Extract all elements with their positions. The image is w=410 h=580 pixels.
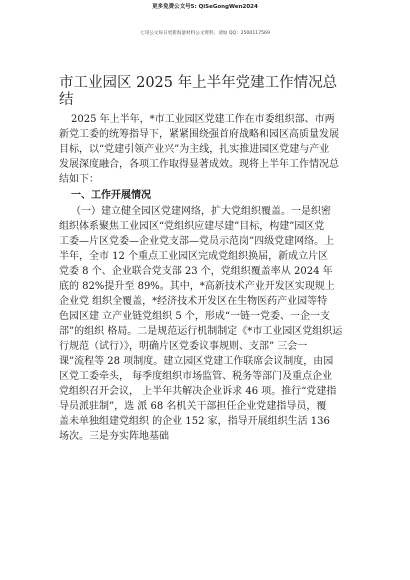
body-line: 行规范（试行）》，明确片区党委议事规则、支部” 三会一 <box>59 341 308 352</box>
body-line: 工委—片区党委—企业党支部—党员示范岗”四级党建网络。上 <box>59 236 335 247</box>
body-line: 场次。三是夯实阵地基础 <box>59 431 169 442</box>
body-line: 课”流程等 28 项制度。建立园区党建工作联席会议制度，由园 <box>59 356 334 367</box>
title-line-1: 市工业园区 2025 年上半年党建工作情况总 <box>59 75 338 91</box>
intro-line: 发展深度融合，各项工作取得显著成效。现将上半年工作情况总 <box>59 159 339 170</box>
body-line: 色园区建 立产业链党组织 5 个，形成“一链一党委、一企一支 <box>59 311 331 322</box>
section-heading: 一、工作开展情况 <box>71 190 151 201</box>
body-line: 企业党 组织全覆盖，*经济技术开发区在生物医药产业园等特 <box>59 296 328 307</box>
intro-line: 2025 年上半年，*市工业园区党建工作在市委组织部、市两 <box>71 114 335 125</box>
body-line: 底的 82%提升至 89%。其中，*高新技术产业开发区实现规上 <box>59 281 335 292</box>
body-line: 半年，全市 12 个重点工业园区完成党组织换届，新成立片区 <box>59 251 329 262</box>
document-title <box>59 75 369 109</box>
intro-line: 新党工委的统筹指导下，紧紧围绕强首府战略和园区高质量发展 <box>59 129 339 140</box>
body-line: 党委 8 个、企业联合党支部 23 个，党组织覆盖率从 2024 年 <box>59 266 333 277</box>
body-line: 党组织召开会议， 上半年共解决企业诉求 46 项。推行“党建指 <box>59 386 337 397</box>
intro-line: 结如下： <box>59 174 99 185</box>
body-line: 导员派驻制”，选 派 68 名机关干部担任企业党建指导员，覆 <box>59 401 327 412</box>
body-line: 部”的组织 格局。二是规范运行机制制定《*市工业园区党组织运 <box>59 326 343 337</box>
body-line: （一）建立健全园区党建网络，扩大党组织覆盖。一是织密 <box>71 206 331 217</box>
top-banner: 更多免费公文号5: QiSeGongWen2024 <box>152 4 258 10</box>
body-line: 组织体系聚焦工业园区“党组织应建尽建”目标，构建”园区党 <box>59 221 325 232</box>
body-line: 盖未单独组建党组织 的企业 152 家，指导开展组织生活 136 <box>59 416 330 427</box>
sub-banner: 七哥公文每日更新海量材料公文资料，请加 QQ：2500117569 <box>140 31 270 36</box>
title-line-2: 结 <box>59 92 74 108</box>
body-line: 区党工委牵头， 每季度组织市场监管、税务等部门及重点企业 <box>59 371 333 382</box>
intro-line: 目标，以“党建引领产业兴”为主线，扎实推进园区党建与产业 <box>59 144 330 155</box>
